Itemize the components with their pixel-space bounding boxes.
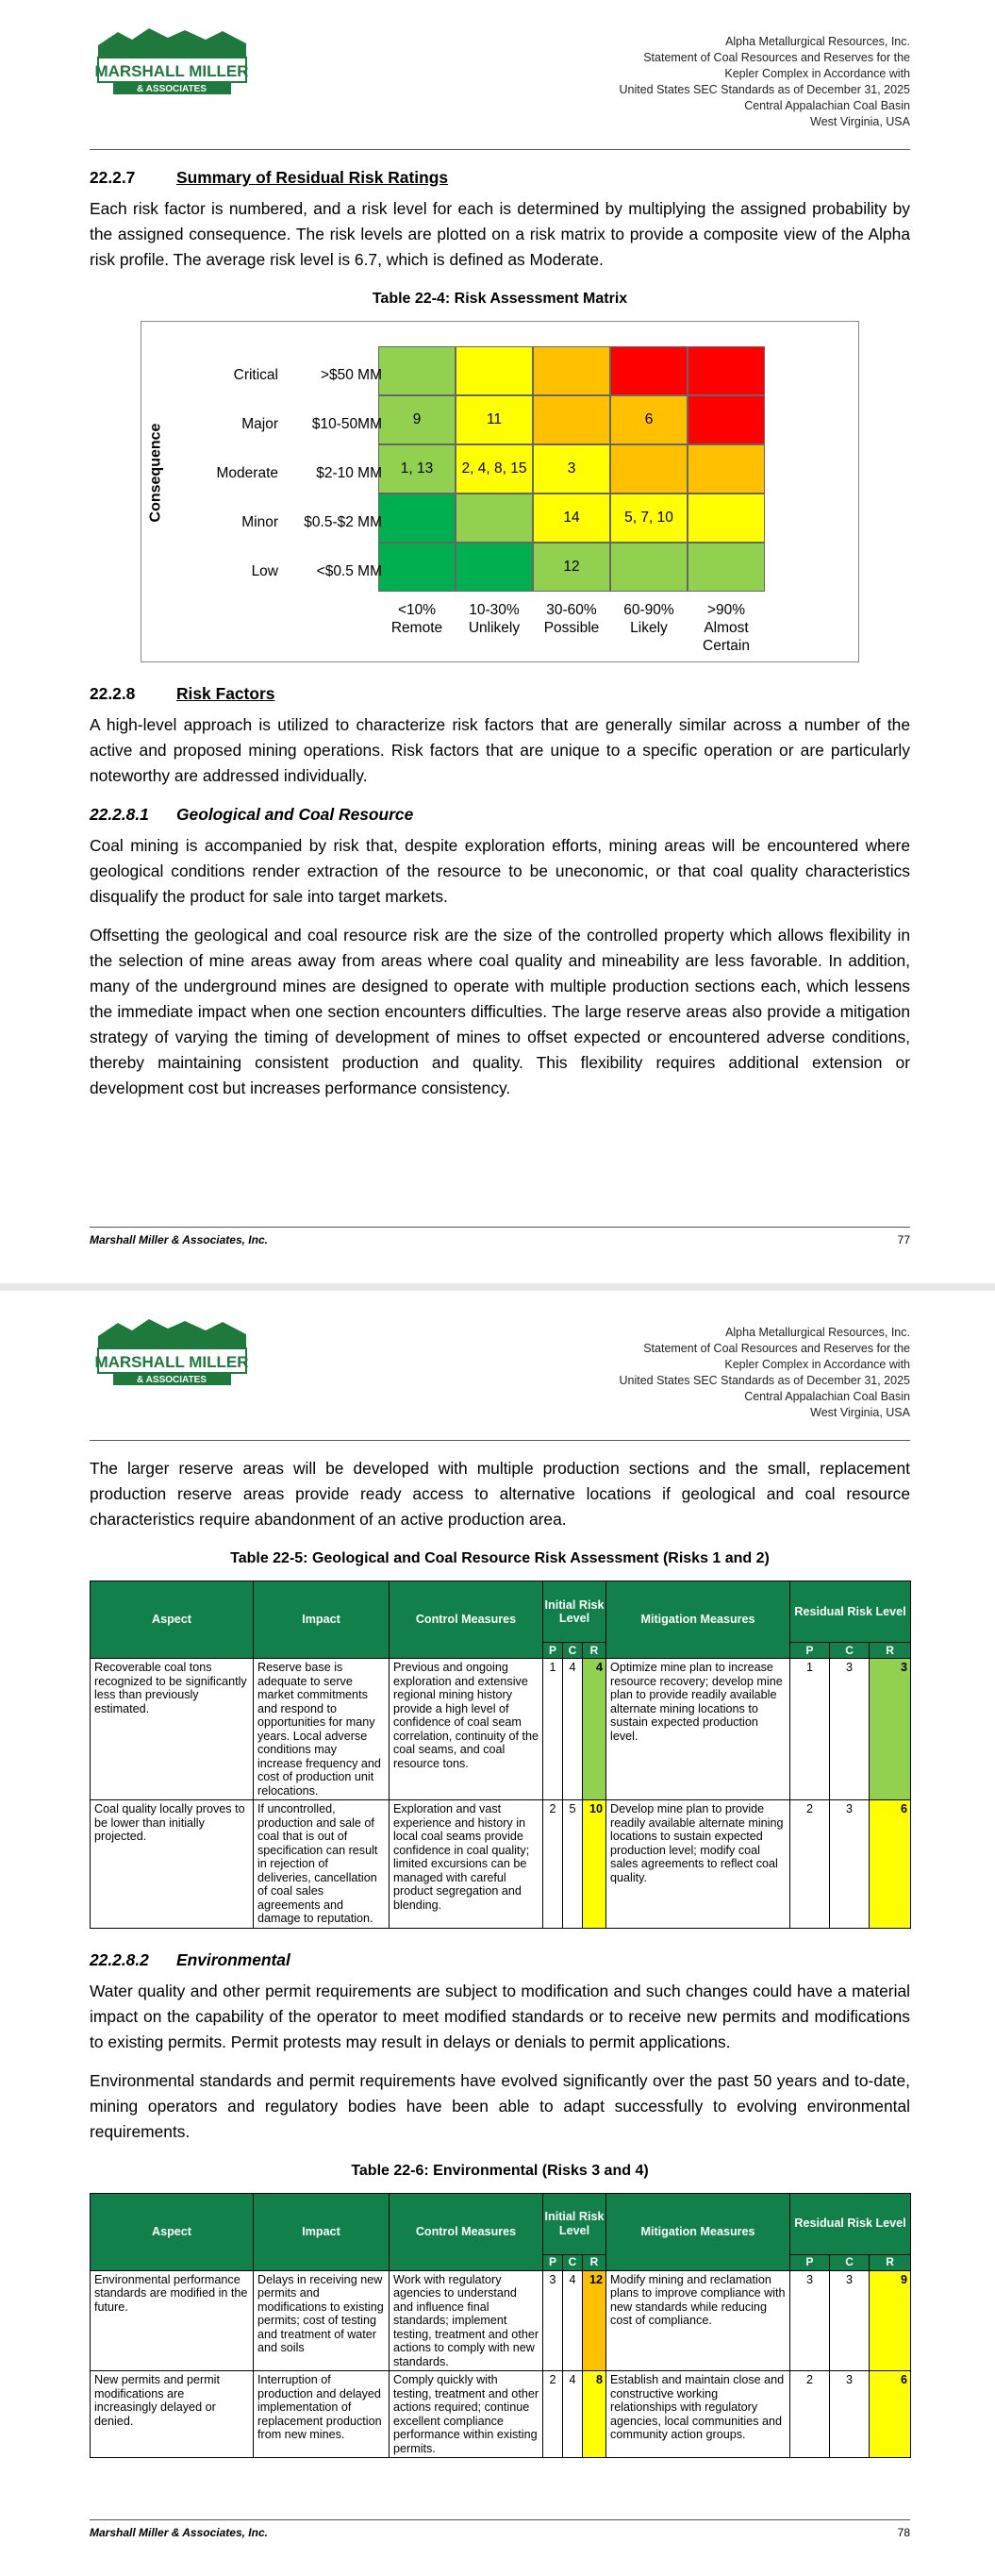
cell-aspect: New permits and permit modifications are increasingly delayed or denied. xyxy=(91,2371,254,2458)
matrix-cell xyxy=(378,346,456,395)
page1-body xyxy=(90,165,910,1114)
subsection-heading xyxy=(90,802,910,828)
likelihood-name: Possible xyxy=(543,620,600,636)
header-aspect: Aspect xyxy=(91,1581,254,1659)
header-line: Kepler Complex in Accordance with xyxy=(724,67,910,80)
cell-residual-consequence: 3 xyxy=(830,2270,870,2371)
paragraph: Offsetting the geological and coal resource risk are the size of the controlled property which allows flexibility in the selection of mine areas away from areas where coal quality and mineability are less favorable. In addition, many of the underground mines are designed to operate with multiple production sections each, which lessens the immediate impact when one section encounters difficulties. The large reserve areas also provide a mitigation strategy of varying the timing of development of mines to offset expected or encountered adverse conditions, thereby maintaining consistent production and quality. This flexibility requires additional extension or development cost but increases performance consistency. xyxy=(90,926,910,1097)
page-number: 77 xyxy=(897,1233,910,1246)
paragraph: Coal mining is accompanied by risk that, despite exploration efforts, mining areas will be encountered where geological conditions render extraction of the resource to be uneconomic, or that coal quality characteristics disqualify the product for sale into target markets. xyxy=(90,836,910,906)
logo-text-sub: & ASSOCIATES xyxy=(137,84,207,94)
header-line: United States SEC Standards as of December 31, 2025 xyxy=(619,83,910,96)
consequence-level: Low xyxy=(251,563,278,579)
table-caption: Table 22-4: Risk Assessment Matrix xyxy=(372,291,628,307)
header-p: P xyxy=(790,1643,830,1659)
paragraph: Environmental standards and permit requirements have evolved significantly over the past 50 years and to-date, mining operators and regulatory bodies have been able to adapt successfully to evolving environmental requirements. xyxy=(90,2070,910,2141)
page2-body xyxy=(90,1456,910,2458)
header-line: Statement of Coal Resources and Reserves for the xyxy=(643,1342,910,1355)
header-initial-risk: Initial Risk Level xyxy=(543,1581,606,1643)
subsection-title: Geological and Coal Resource xyxy=(176,805,414,824)
header-line: United States SEC Standards as of December 31, 2025 xyxy=(619,1374,910,1387)
header-p: P xyxy=(790,2254,830,2270)
header-line: Statement of Coal Resources and Reserves for the xyxy=(643,51,910,64)
likelihood-name: Remote xyxy=(390,620,443,636)
cell-probability: 2 xyxy=(543,1800,563,1929)
page-number: 78 xyxy=(897,2526,910,2539)
cell-residual-probability: 3 xyxy=(790,2270,830,2371)
header-rule xyxy=(90,1440,910,1441)
matrix-cell: 5, 7, 10 xyxy=(610,493,688,543)
cell-probability: 3 xyxy=(543,2270,563,2371)
matrix-cell xyxy=(688,346,765,395)
header-p: P xyxy=(543,2254,563,2270)
consequence-level: Critical xyxy=(233,367,278,383)
matrix-cell xyxy=(456,543,533,592)
header-line: Alpha Metallurgical Resources, Inc. xyxy=(725,1326,910,1339)
footer-company: Marshall Miller & Associates, Inc. xyxy=(90,2526,268,2539)
matrix-cell: 9 xyxy=(378,395,456,444)
cell-residual-probability: 2 xyxy=(790,2371,830,2458)
cell-consequence: 5 xyxy=(563,1800,583,1929)
cell-probability: 1 xyxy=(543,1659,563,1800)
consequence-amount: <$0.5 MM xyxy=(316,563,382,579)
header-p: P xyxy=(543,1643,563,1659)
cell-residual-consequence: 3 xyxy=(830,2371,870,2458)
risk-matrix xyxy=(141,321,859,662)
cell-residual-risk: 6 xyxy=(870,2371,911,2458)
cell-consequence: 4 xyxy=(563,1659,583,1800)
likelihood-range: 30-60% xyxy=(546,602,597,618)
matrix-cell: 12 xyxy=(533,543,610,592)
header-line: West Virginia, USA xyxy=(810,115,910,128)
cell-impact: Delays in receiving new permits and modifications to existing permits; cost of testing and treatment of water and soils xyxy=(254,2270,390,2371)
page-footer xyxy=(90,1233,910,1246)
likelihood-label xyxy=(456,601,533,637)
consequence-level: Minor xyxy=(241,514,278,530)
cell-aspect: Recoverable coal tons recognized to be significantly less than previously estimated. xyxy=(91,1659,254,1800)
matrix-cell: 11 xyxy=(456,395,533,444)
table-caption: Table 22-6: Environmental (Risks 3 and 4) xyxy=(351,2162,649,2179)
header-line: West Virginia, USA xyxy=(810,1406,910,1419)
cell-risk: 12 xyxy=(583,2270,606,2371)
matrix-cell: 6 xyxy=(610,395,688,444)
cell-risk: 4 xyxy=(583,1659,606,1800)
cell-control: Work with regulatory agencies to understand and influence final standards; implement testing, treatment and other actions to comply with new standards. xyxy=(390,2270,543,2371)
logo-text-main: MARSHALL MILLER xyxy=(94,1353,249,1371)
paragraph: Each risk factor is numbered, and a risk level for each is determined by multiplying the assigned probability by the assigned consequence. The risk levels are plotted on a risk matrix to provide a composite view of the Alpha risk profile. The average risk level is 6.7, which is defined as Moderate. xyxy=(90,199,910,269)
subsection-number: 22.2.8.1 xyxy=(90,805,149,824)
paragraph: A high-level approach is utilized to characterize risk factors that are generally similar across a number of the active and proposed mining operations. Risk factors that are unique to a specific operation or are particularly noteworthy are addressed individually. xyxy=(90,715,910,785)
likelihood-name: Unlikely xyxy=(468,620,521,636)
likelihood-range: 10-30% xyxy=(469,602,520,618)
header-mitigation: Mitigation Measures xyxy=(606,2193,790,2270)
matrix-cell xyxy=(378,493,456,543)
page-footer xyxy=(90,2526,910,2539)
logo-text-sub: & ASSOCIATES xyxy=(137,1375,207,1385)
header-control: Control Measures xyxy=(390,1581,543,1659)
consequence-amount: $0.5-$2 MM xyxy=(304,514,382,530)
cell-risk: 8 xyxy=(583,2371,606,2458)
cell-residual-consequence: 3 xyxy=(830,1800,870,1929)
cell-residual-probability: 1 xyxy=(790,1659,830,1800)
header-mitigation: Mitigation Measures xyxy=(606,1581,790,1659)
cell-aspect: Coal quality locally proves to be lower than initially projected. xyxy=(91,1800,254,1929)
environmental-risk-table xyxy=(90,2193,911,2459)
paragraph: Water quality and other permit requirements are subject to modification and such changes could have a material impact on the capability of the operator to meet modified standards or to receive new permits and modifications to existing permits. Permit protests may result in delays or denials to permit applications. xyxy=(90,1981,910,2051)
subsection-title: Environmental xyxy=(176,1949,290,1969)
matrix-cell xyxy=(610,346,688,395)
matrix-cell xyxy=(688,395,765,444)
header-c: C xyxy=(563,1643,583,1659)
section-number: 22.2.7 xyxy=(90,168,136,187)
header-c: C xyxy=(830,1643,870,1659)
likelihood-label xyxy=(533,601,610,637)
cell-mitigation: Modify mining and reclamation plans to improve compliance with new standards while reducing cost of compliance. xyxy=(606,2270,790,2371)
matrix-cell xyxy=(533,346,610,395)
page-header xyxy=(619,34,910,130)
cell-residual-risk: 9 xyxy=(870,2270,911,2371)
consequence-amount: >$50 MM xyxy=(320,367,382,383)
matrix-cell xyxy=(688,543,765,592)
cell-impact: Reserve base is adequate to serve market commitments and respond to opportunities for many years. Local adverse conditions may increase frequency and cost of production unit relocations. xyxy=(254,1659,390,1800)
header-rule xyxy=(90,149,910,150)
header-control: Control Measures xyxy=(390,2193,543,2270)
matrix-cell xyxy=(533,395,610,444)
matrix-cell xyxy=(378,543,456,592)
section-title: Summary of Residual Risk Ratings xyxy=(176,168,448,187)
table-row xyxy=(91,2371,911,2458)
cell-residual-consequence: 3 xyxy=(830,1659,870,1800)
header-residual-risk: Residual Risk Level xyxy=(790,2193,911,2254)
section-heading xyxy=(90,165,910,191)
matrix-cell xyxy=(688,493,765,543)
header-residual-risk: Residual Risk Level xyxy=(790,1581,911,1643)
footer-rule xyxy=(90,2519,910,2520)
cell-consequence: 4 xyxy=(563,2371,583,2458)
header-r: R xyxy=(870,2254,911,2270)
table-row xyxy=(91,1659,911,1800)
header-impact: Impact xyxy=(254,2193,390,2270)
section-title: Risk Factors xyxy=(176,684,275,703)
company-logo xyxy=(94,1317,250,1393)
footer-rule xyxy=(90,1227,910,1228)
consequence-amount: $2-10 MM xyxy=(316,465,382,481)
consequence-amount: $10-50MM xyxy=(311,416,382,432)
cell-residual-risk: 6 xyxy=(870,1800,911,1929)
header-impact: Impact xyxy=(254,1581,390,1659)
matrix-cell: 1, 13 xyxy=(378,444,456,493)
page-77 xyxy=(0,0,995,1283)
matrix-cell: 2, 4, 8, 15 xyxy=(456,444,533,493)
likelihood-range: <10% xyxy=(397,602,437,618)
likelihood-name: Likely xyxy=(630,620,668,636)
table-caption: Table 22-5: Geological and Coal Resource Risk Assessment (Risks 1 and 2) xyxy=(230,1550,770,1566)
company-logo xyxy=(94,26,250,102)
geological-risk-table xyxy=(90,1581,911,1929)
likelihood-label xyxy=(610,601,688,637)
section-number: 22.2.8 xyxy=(90,684,136,703)
cell-probability: 2 xyxy=(543,2371,563,2458)
likelihood-label xyxy=(378,601,456,637)
page-78 xyxy=(0,1291,995,2576)
footer-company: Marshall Miller & Associates, Inc. xyxy=(90,1233,268,1246)
cell-risk: 10 xyxy=(583,1800,606,1929)
paragraph: The larger reserve areas will be developed with multiple production sections and the small, replacement production reserve areas provide ready access to alternative locations if geological and coal resource characteristics require abandonment of an active production area. xyxy=(90,1459,910,1529)
likelihood-range: >90% xyxy=(706,602,746,618)
cell-mitigation: Develop mine plan to provide readily available alternate mining locations to sustain expected production level; modify coal sales agreements to reflect coal quality. xyxy=(606,1800,790,1929)
section-heading xyxy=(90,681,910,707)
cell-mitigation: Optimize mine plan to increase resource recovery; develop mine plan to provide readily available alternate mining locations to sustain expected production level. xyxy=(606,1659,790,1800)
matrix-cell: 3 xyxy=(533,444,610,493)
header-r: R xyxy=(583,2254,606,2270)
header-c: C xyxy=(830,2254,870,2270)
matrix-cell xyxy=(610,543,688,592)
matrix-cell xyxy=(688,444,765,493)
header-aspect: Aspect xyxy=(91,2193,254,2270)
header-line: Alpha Metallurgical Resources, Inc. xyxy=(725,35,910,48)
cell-residual-risk: 3 xyxy=(870,1659,911,1800)
header-r: R xyxy=(870,1643,911,1659)
matrix-cell xyxy=(610,444,688,493)
cell-control: Comply quickly with testing, treatment and other actions required; continue excellent compliance performance within existing permits. xyxy=(390,2371,543,2458)
cell-control: Previous and ongoing exploration and extensive regional mining history provide a high level of confidence of coal seam correlation, continuity of the coal seams, and coal resource tons. xyxy=(390,1659,543,1800)
header-c: C xyxy=(563,2254,583,2270)
consequence-level: Moderate xyxy=(216,465,278,481)
logo-text-main: MARSHALL MILLER xyxy=(94,62,249,80)
header-line: Kepler Complex in Accordance with xyxy=(724,1358,910,1371)
header-line: Central Appalachian Coal Basin xyxy=(744,1390,910,1403)
header-line: Central Appalachian Coal Basin xyxy=(744,99,910,112)
y-axis-label: Consequence xyxy=(147,423,164,523)
cell-residual-probability: 2 xyxy=(790,1800,830,1929)
consequence-level: Major xyxy=(241,416,278,432)
likelihood-label xyxy=(688,601,765,655)
cell-control: Exploration and vast experience and history in local coal seams provide confidence in coal quality; limited excursions can be managed with careful product segregation and blending. xyxy=(390,1800,543,1929)
matrix-cell xyxy=(456,346,533,395)
matrix-cell: 14 xyxy=(533,493,610,543)
cell-mitigation: Establish and maintain close and constructive working relationships with regulatory agencies, local communities and community action groups. xyxy=(606,2371,790,2458)
likelihood-name: Almost Certain xyxy=(703,620,750,654)
cell-impact: If uncontrolled, production and sale of coal that is out of specification can result in rejection of deliveries, cancellation of coal sales agreements and damage to reputation. xyxy=(254,1800,390,1929)
header-r: R xyxy=(583,1643,606,1659)
subsection-number: 22.2.8.2 xyxy=(90,1949,149,1969)
table-row xyxy=(91,2270,911,2371)
cell-impact: Interruption of production and delayed implementation of replacement production from new mines. xyxy=(254,2371,390,2458)
cell-consequence: 4 xyxy=(563,2270,583,2371)
page-header xyxy=(619,1325,910,1421)
cell-aspect: Environmental performance standards are modified in the future. xyxy=(91,2270,254,2371)
subsection-heading xyxy=(90,1948,910,1973)
matrix-cell xyxy=(456,493,533,543)
likelihood-range: 60-90% xyxy=(623,602,674,618)
table-row xyxy=(91,1800,911,1929)
header-initial-risk: Initial Risk Level xyxy=(543,2193,606,2254)
